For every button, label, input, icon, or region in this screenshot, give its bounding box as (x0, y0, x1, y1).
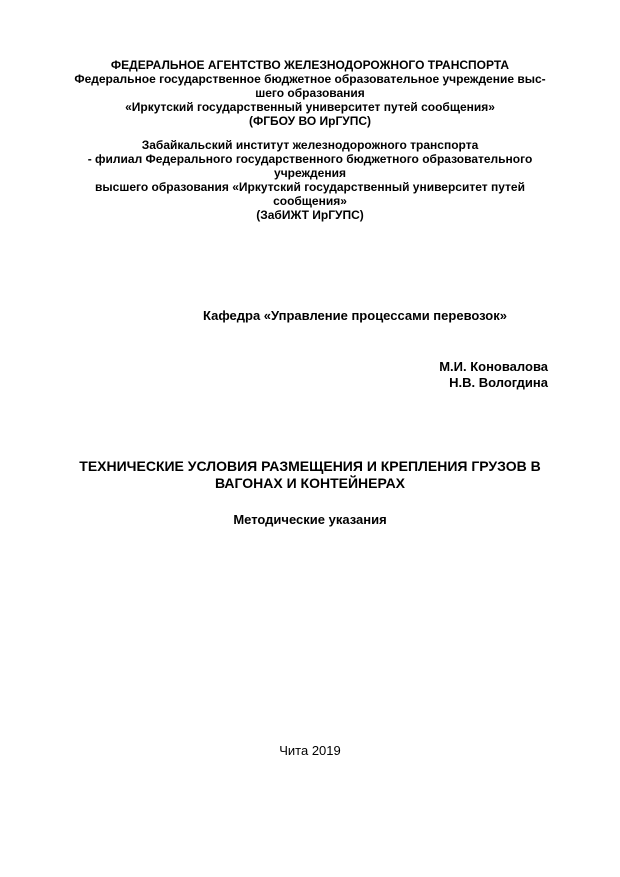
agency-name: ФЕДЕРАЛЬНОЕ АГЕНТСТВО ЖЕЛЕЗНОДОРОЖНОГО ТРАНСПОРТА (110, 58, 510, 72)
document-subtitle: Методические указания (233, 512, 387, 527)
institution-line: Федеральное государственное бюджетное образовательное учреждение выс- (74, 72, 546, 86)
header-branch-block (40, 138, 580, 222)
branch-line: учреждения (274, 166, 346, 180)
branch-name: Забайкальский институт железнодорожного транспорта (141, 138, 479, 152)
title-line: ТЕХНИЧЕСКИЕ УСЛОВИЯ РАЗМЕЩЕНИЯ И КРЕПЛЕНИЯ ГРУЗОВ В (79, 458, 541, 474)
branch-line: высшего образования «Иркутский государственный университет путей (95, 180, 525, 194)
department-name: Кафедра «Управление процессами перевозок» (203, 308, 507, 323)
branch-abbreviation: (ЗабИЖТ ИрГУПС) (256, 208, 364, 222)
author-name: М.И. Коновалова (439, 359, 548, 374)
author-name: Н.В. Вологдина (449, 375, 548, 390)
branch-line: - филиал Федерального государственного бюджетного образовательного (87, 152, 533, 166)
university-abbreviation: (ФГБОУ ВО ИрГУПС) (248, 114, 372, 128)
university-name: «Иркутский государственный университет путей сообщения» (125, 100, 495, 114)
branch-line: сообщения» (273, 194, 347, 208)
institution-line: шего образования (255, 86, 365, 100)
header-agency-block (40, 58, 580, 128)
city-year: Чита 2019 (279, 743, 341, 758)
authors-block (439, 359, 548, 391)
document-title (40, 458, 580, 492)
title-line: ВАГОНАХ И КОНТЕЙНЕРАХ (214, 475, 406, 491)
